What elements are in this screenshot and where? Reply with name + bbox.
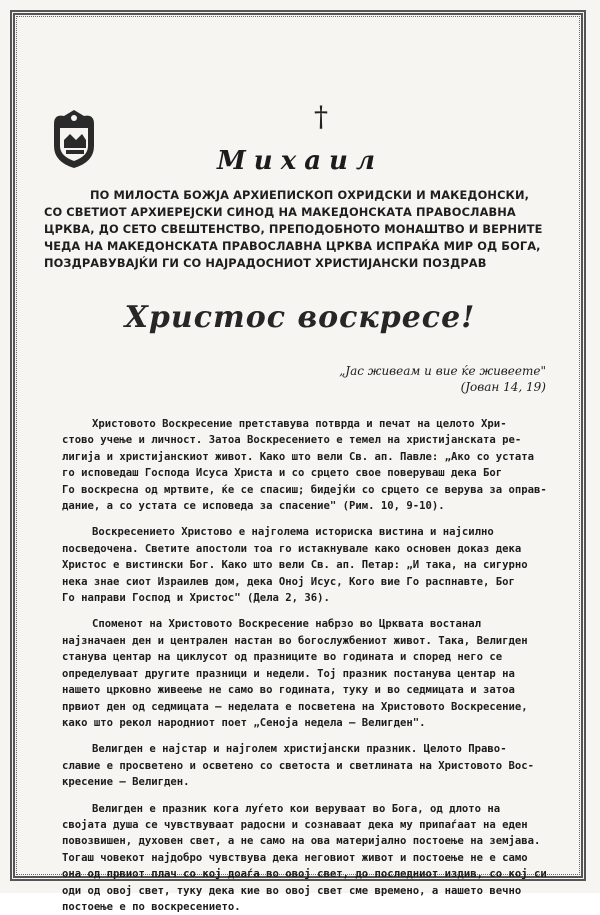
paragraph-line: најзначаен ден и централен настан во богослужбениот живот. Така, Велигден <box>62 634 528 647</box>
paragraph-gap <box>62 606 552 616</box>
paragraph-line: Го направи Господ и Христос" (Дела 2, 36). <box>62 592 330 605</box>
epigraph <box>339 363 546 395</box>
paragraph-line: Христовото Воскресение претставува потврда и печат на целото Хри- <box>92 418 507 430</box>
heading-line: ПОЗДРАВУВАЈЌИ ГИ СО НАЈРАДОСНИОТ ХРИСТИЈАНСКИ ПОЗДРАВ <box>44 256 487 270</box>
paragraph-gap <box>62 791 552 801</box>
paragraph-line: Го воскресна од мртвите, ќе се спасиш; бидејќи со срцето се верува за оправ- <box>62 483 547 496</box>
paragraph-line: постоење е по воскресението. <box>62 900 241 913</box>
paragraph-line: првиот ден од седмицата — неделата е посветена на Христовото Воскресение, <box>62 700 528 713</box>
paragraph-line: кресение — Велигден. <box>62 776 190 789</box>
paragraph-line: станува центар на циклусот од празниците во годината и според него се <box>62 651 503 664</box>
paragraph-line: Велигден е празник кога луѓето кои веруваат во Бога, од длото на <box>92 802 501 815</box>
document-heading <box>44 187 564 272</box>
document-body <box>62 416 552 915</box>
paragraph-gap <box>62 514 552 524</box>
paragraph-line: како што рекол народниот поет „Сеноја недела — Велигден". <box>62 716 426 729</box>
heading-line: ПО МИЛОСТА БОЖЈА АРХИЕПИСКОП ОХРИДСКИ И МАКЕДОНСКИ, <box>90 188 530 202</box>
epigraph-reference: (Јован 14, 19) <box>460 380 546 394</box>
paragraph-line: стово учење и личност. Затоа Воскресението е темел на христијанската ре- <box>62 434 522 447</box>
document-title: Михаил <box>217 146 383 176</box>
cross-icon: † <box>314 100 328 133</box>
heading-line: ЧЕДА НА МАКЕДОНСКАТА ПРАВОСЛАВНА ЦРКВА ИСПРАЌА МИР ОД БОГА, <box>44 239 541 253</box>
paragraph-line: лигија и христијанскиот живот. Како што вели Св. ап. Павле: „Ако со устата <box>62 450 534 463</box>
paragraph-line: Споменот на Христовото Воскресение набрзо во Црквата востанал <box>92 618 482 631</box>
paragraph-line: го исповедаш Господа Исуса Христа и со срцето свое поверуваш дека Бог <box>62 467 503 480</box>
paragraph-line: оди од овој свет, туку дека кие во овој свет сме времено, а нашето вечно <box>62 884 522 897</box>
paragraph-gap <box>62 731 552 741</box>
paragraph-line: Воскресението Христово е најголема историска вистина и најсилно <box>92 526 494 539</box>
paragraph-line: Велигден е најстар и најголем христијански празник. Целото Право- <box>92 743 507 756</box>
epigraph-text: „Јас живеам и вие ќе живеете" <box>339 364 546 378</box>
paragraph-line: Тогаш човекот најдобро чувствува дека неговиот живот и постоење не е само <box>62 851 528 864</box>
paragraph-line: дание, а со устата се исповеда за спасение" (Рим. 10, 9-10). <box>62 500 445 513</box>
paragraph-line: нека знае сиот Израилев дом, дека Оној Исус, Кого вие Го распнавте, Бог <box>62 575 515 588</box>
heading-line: ЦРКВА, ДО СЕТО СВЕШТЕНСТВО, ПРЕПОДОБНОТО МОНАШТВО И ВЕРНИТЕ <box>44 222 543 236</box>
paragraph-line: повозвишен, духовен свет, а не само на ова материјално постоење на земјава. <box>62 835 541 848</box>
paragraph-line: нашето црковно живеење не само во годината, туку и во седмицата и затоа <box>62 684 515 697</box>
greeting: Христос воскресе! <box>124 300 476 335</box>
paragraph-line: посведочена. Светите апостоли тоа го истакнувале како основен доказ дека <box>62 542 522 555</box>
heading-line: СО СВЕТИОТ АРХИЕРЕЈСКИ СИНОД НА МАКЕДОНСКАТА ПРАВОСЛАВНА <box>44 205 516 219</box>
paragraph-line: определуваат другите празници и недели. Тој празник постанува центар на <box>62 667 515 680</box>
paragraph-line: она од првиот плач со кој доаѓа во овој свет, до последниот издив, со кој си <box>62 868 547 881</box>
paragraph-line: Христос е вистински Бог. Како што вели Св. ап. Петар: „И така, на сигурно <box>62 559 528 572</box>
paragraph-line: својата душа се чувствуваат радосни и сознаваат дека му припаѓаат на еден <box>62 818 528 831</box>
paragraph-line: славие е просветено и осветено со светоста и светлината на Христовото Вос- <box>62 759 534 772</box>
